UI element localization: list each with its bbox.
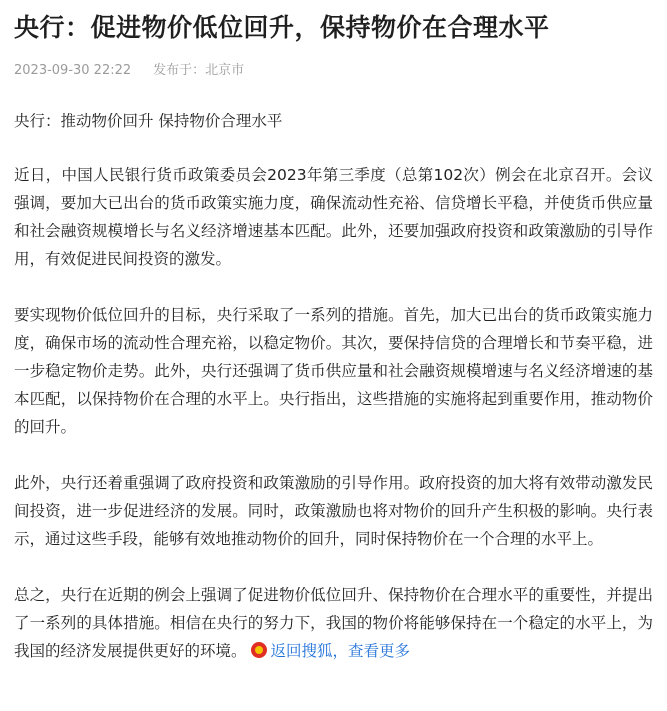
- article-paragraph: 要实现物价低位回升的目标，央行采取了一系列的措施。首先，加大已出台的货币政策实施力度，确保市场的流动性合理充裕，以稳定物价。其次，要保持信贷的合理增长和节奏平稳，进一步稳定物价走势。此外，央行还强调了货币供应量和社会融资规模增速与名义经济增速的基本匹配，以保持物价在合理的水平上。央行指出，这些措施的实施将起到重要作用，推动物价的回升。: [14, 306, 653, 436]
- back-to-sohu-link[interactable]: 返回搜狐，查看更多: [270, 642, 411, 660]
- footer-links: [247, 642, 411, 660]
- publish-location: 发布于：北京市: [153, 63, 245, 78]
- article-meta: [14, 61, 653, 81]
- article-title: 央行：促进物价低位回升，保持物价在合理水平: [14, 13, 550, 42]
- article-body: [14, 107, 653, 665]
- article-paragraph-last: [14, 581, 653, 665]
- article-paragraph: 近日，中国人民银行货币政策委员会2023年第三季度（总第102次）例会在北京召开。会议强调，要加大已出台的货币政策实施力度，确保流动性充裕、信贷增长平稳，并使货币供应量和社会融资规模增长与名义经济增速基本匹配。此外，还要加强政府投资和政策激励的引导作用，有效促进民间投资的激发。: [14, 166, 653, 268]
- article-paragraph-text: 总之，央行在近期的例会上强调了促进物价低位回升、保持物价在合理水平的重要性，并提出了一系列的具体措施。相信在央行的努力下，我国的物价将能够保持在一个稳定的水平上，为我国的经济发展提供更好的环境。: [14, 586, 653, 660]
- article-lead: 央行：推动物价回升 保持物价合理水平: [14, 112, 283, 130]
- article-paragraph: 此外，央行还着重强调了政府投资和政策激励的引导作用。政府投资的加大将有效带动激发民间投资，进一步促进经济的发展。同时，政策激励也将对物价的回升产生积极的影响。央行表示，通过这些手段，能够有效地推动物价的回升，同时保持物价在一个合理的水平上。: [14, 474, 653, 548]
- publish-date: 2023-09-30 22:22: [14, 63, 132, 78]
- sohu-logo-icon: [251, 642, 267, 658]
